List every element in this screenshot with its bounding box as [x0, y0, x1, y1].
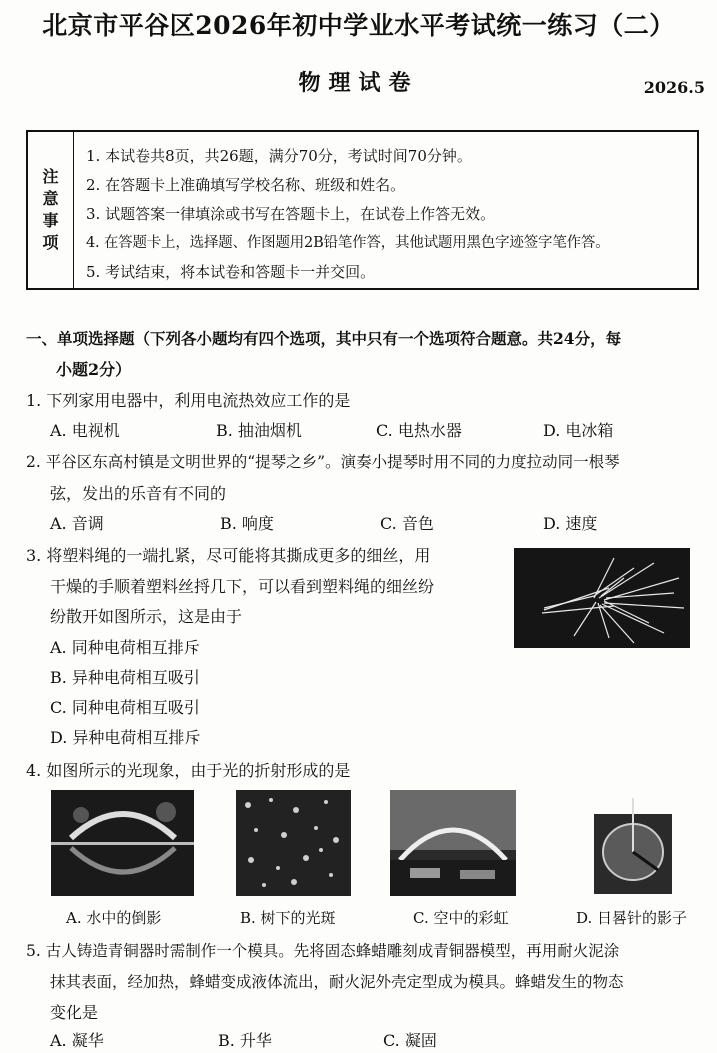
q2-option-c: C. 音色	[380, 514, 434, 533]
question-5-stem: 5. 古人铸造青铜器时需制作一个模具。先将固态蜂蜡雕刻成青铜器模型，再用耐火泥涂	[26, 942, 620, 960]
q2-option-d: D. 速度	[543, 514, 598, 533]
q5-option-c: C. 凝固	[383, 1031, 437, 1050]
rainbow-photo	[390, 790, 516, 896]
q4-caption-b: B. 树下的光斑	[240, 909, 336, 927]
q3-option-a: A. 同种电荷相互排斥	[50, 638, 200, 657]
q3-option-d: D. 异种电荷相互排斥	[50, 728, 201, 747]
q1-option-b: B. 抽油烟机	[216, 421, 302, 440]
notice-item: 1. 本试卷共8页，共26题，满分70分，考试时间70分钟。	[86, 147, 472, 165]
notice-box	[26, 130, 699, 290]
question-3-stem: 3. 将塑料绳的一端扎紧，尽可能将其撕成更多的细丝，用	[26, 546, 431, 565]
question-3-stem-cont: 干燥的手顺着塑料丝捋几下，可以看到塑料绳的细丝纷	[50, 577, 435, 596]
notice-label	[28, 132, 74, 288]
q4-caption-c: C. 空中的彩虹	[413, 909, 509, 927]
section-heading: 一、单项选择题（下列各小题均有四个选项，其中只有一个选项符合题意。共24分，每	[26, 329, 622, 348]
notice-item: 5. 考试结束，将本试卷和答题卡一并交回。	[86, 263, 376, 281]
question-5-stem-cont: 抹其表面，经加热，蜂蜡变成液体流出，耐火泥外壳定型成为模具。蜂蜡发生的物态	[50, 973, 624, 991]
q1-option-c: C. 电热水器	[376, 421, 462, 440]
q3-option-c: C. 同种电荷相互吸引	[50, 698, 200, 717]
notice-item: 2. 在答题卡上准确填写学校名称、班级和姓名。	[86, 176, 406, 194]
plastic-strands-photo	[514, 548, 690, 648]
q1-option-d: D. 电冰箱	[543, 421, 614, 440]
q2-option-b: B. 响度	[220, 514, 274, 533]
sundial-photo	[590, 790, 676, 896]
q2-option-a: A. 音调	[50, 514, 104, 533]
q4-caption-a: A. 水中的倒影	[66, 909, 162, 927]
q3-option-b: B. 异种电荷相互吸引	[50, 668, 200, 687]
question-2-stem: 2. 平谷区东高村镇是文明世界的“提琴之乡”。演奏小提琴时用不同的力度拉动同一根琴	[26, 453, 620, 471]
question-1-stem: 1. 下列家用电器中，利用电流热效应工作的是	[26, 391, 351, 410]
q5-option-b: B. 升华	[218, 1031, 272, 1050]
q5-option-a: A. 凝华	[50, 1031, 104, 1050]
question-3-stem-cont2: 纷散开如图所示，这是由于	[50, 607, 243, 626]
tree-light-spots-photo	[236, 790, 351, 896]
notice-item: 3. 试题答案一律填涂或书写在答题卡上，在试卷上作答无效。	[86, 205, 496, 223]
section-heading-cont: 小题2分）	[56, 360, 132, 379]
notice-items	[86, 142, 693, 287]
exam-subtitle: 物理试卷	[298, 70, 419, 96]
question-4-stem: 4. 如图所示的光现象，由于光的折射形成的是	[26, 761, 351, 780]
q4-caption-d: D. 日晷针的影子	[576, 909, 688, 927]
q1-option-a: A. 电视机	[50, 421, 120, 440]
bridge-reflection-photo	[51, 790, 194, 896]
notice-label-text: 注意事项	[42, 167, 59, 252]
question-2-stem-cont: 弦，发出的乐音有不同的	[50, 484, 227, 503]
notice-item: 4. 在答题卡上，选择题、作图题用2B铅笔作答，其他试题用黑色字迹签字笔作答。	[86, 235, 610, 251]
exam-date: 2026.5	[643, 78, 705, 97]
question-5-stem-cont2: 变化是	[50, 1003, 99, 1022]
exam-title: 北京市平谷区2026年初中学业水平考试统一练习（二）	[42, 11, 675, 40]
